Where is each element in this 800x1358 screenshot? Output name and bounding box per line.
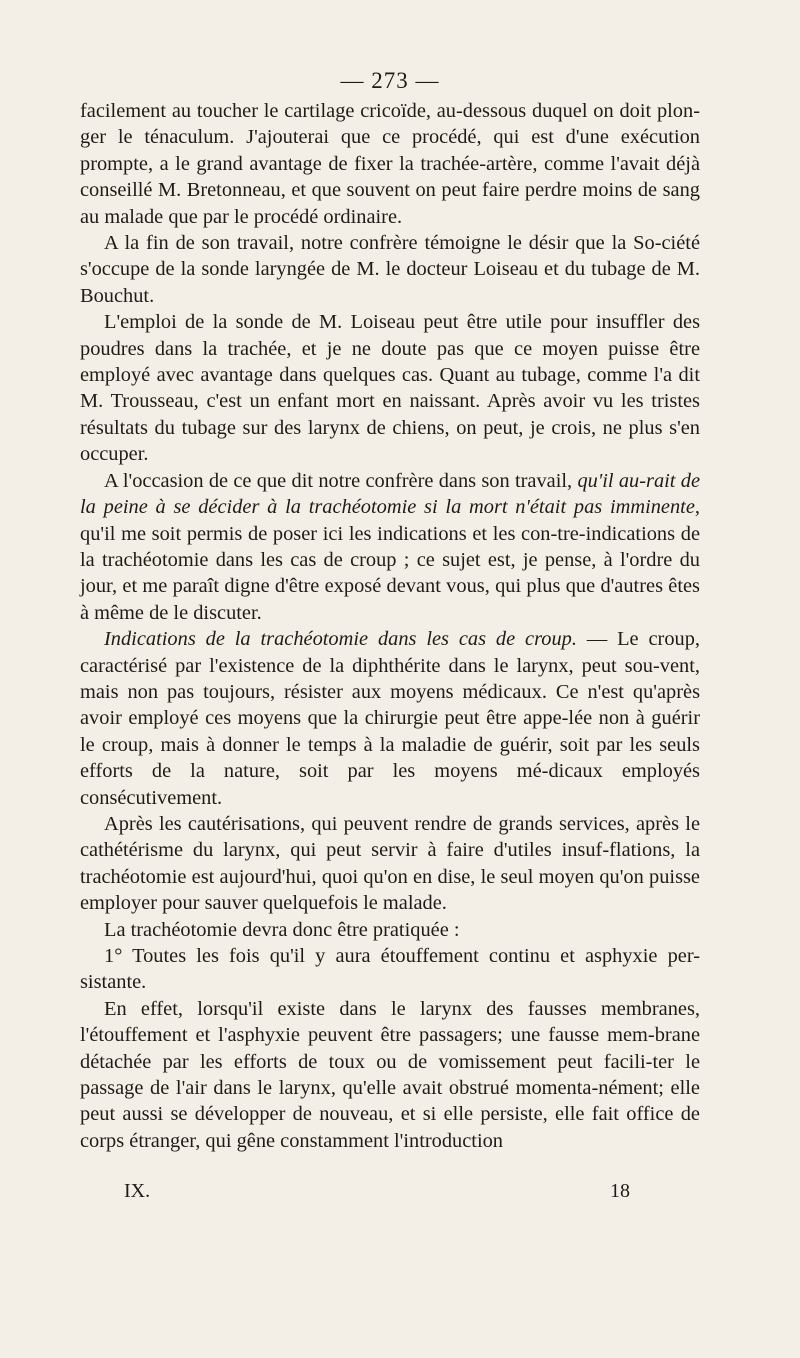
paragraph [80,626,700,811]
paragraph-text: facilement au toucher le cartilage cricoïde, au-dessous duquel on doit plon-ger le ténaculum. J'ajouterai que ce procédé, qui est d'une exécution prompte, a le grand avantage de fixer la trachée-artère, comme l'avait déjà conseillé M. Bretonneau, et que souvent on peut faire perdre moins de sang au malade que par le procédé ordinaire. [80,100,700,228]
italic-text: qu'il au-rait de la peine à se décider à la trachéotomie si la mort n'était pas imminente [80,469,700,519]
paragraph-text: A l'occasion de ce que dit notre confrère dans son travail, [104,469,578,492]
signature-mark: IX. [124,1180,151,1202]
paragraph-text: , qu'il me soit permis de poser ici les indications et les con-tre-indications de la trachéotomie dans les cas de croup ; ce sujet est, je pense, à l'ordre du jour, et me paraît digne d'être exposé devant vous, qui plus que d'autres êtes à même de le discuter. [80,496,700,624]
paragraph [80,98,700,230]
paragraph [80,468,700,626]
paragraph-text: Après les cautérisations, qui peuvent rendre de grands services, après le cathétérisme du larynx, qui peut servir à faire d'utiles insuf-flations, la trachéotomie est aujourd'hui, quoi qu'on en dise, le seul moyen qu'on puisse employer pour sauver quelquefois le malade. [80,812,700,915]
paragraph [80,230,700,309]
paragraph-text: L'emploi de la sonde de M. Loiseau peut être utile pour insuffler des poudres dans la trachée, et je ne doute pas que ce moyen puisse être employé avec avantage dans quelques cas. Quant au tubage, comme l'a dit M. Trousseau, c'est un enfant mort en naissant. Après avoir vu les tristes résultats du tubage sur des larynx de chiens, on peut, je crois, ne plus s'en occuper. [80,311,700,466]
paragraph-text: — Le croup, caractérisé par l'existence de la diphthérite dans le larynx, peut sou-vent, mais non pas toujours, résister aux moyens médicaux. Ce n'est qu'après avoir employé ces moyens que la chirurgie peut être appe-lée non à guérir le croup, mais à donner le temps à la maladie de guérir, soit par les seuls efforts de la nature, soit par les moyens mé-dicaux employés consécutivement. [80,628,700,809]
paragraph [80,943,700,996]
paragraph-text: A la fin de son travail, notre confrère témoigne le désir que la So-ciété s'occupe de la sonde laryngée de M. le docteur Loiseau et du tubage de M. Bouchut. [80,232,700,307]
body-text [80,98,700,1154]
paragraph-text: La trachéotomie devra donc être pratiquée : [104,918,460,941]
sheet-number: 18 [610,1180,630,1202]
italic-text: Indications de la trachéotomie dans les cas de croup. [104,628,577,651]
paragraph-text: En effet, lorsqu'il existe dans le larynx des fausses membranes, l'étouffement et l'asphyxie peuvent être passagers; une fausse mem-brane détachée par les efforts de toux ou de vomissement peut facili-ter le passage de l'air dans le larynx, qu'elle avait obstrué momenta-nément; elle peut aussi se développer de nouveau, et si elle persiste, elle fait office de corps étranger, qui gêne constamment l'introduction [80,997,700,1152]
paragraph-text: 1° Toutes les fois qu'il y aura étouffement continu et asphyxie per-sistante. [80,945,700,994]
page-number-header: — 273 — [340,68,440,93]
paragraph [80,917,700,943]
paragraph [80,309,700,467]
paragraph [80,996,700,1154]
paragraph [80,811,700,917]
